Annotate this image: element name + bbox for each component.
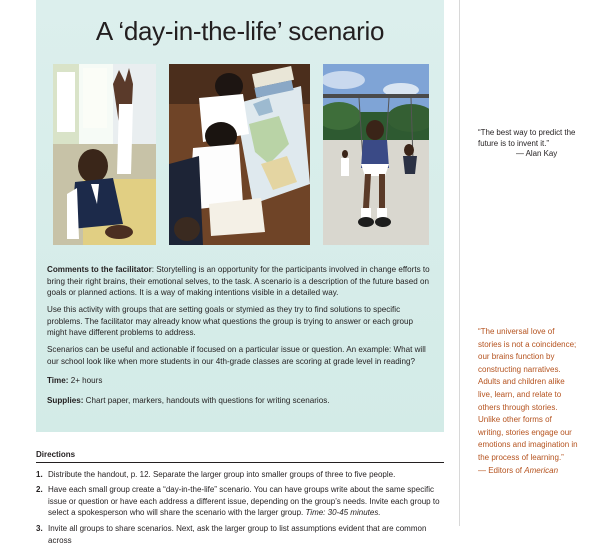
supplies-label: Supplies: bbox=[47, 395, 84, 405]
girl-on-swing-photo bbox=[323, 64, 429, 245]
direction-step bbox=[36, 484, 444, 519]
step-text: Have each small group create a “day-in-the-life” scenario. You can have groups write about the same specific issue or question or have each address a different issue, depending on the group’s needs. Invite each group to select a spokesperson who will share the scenario with the larger group. bbox=[48, 485, 440, 518]
step-number: 2. bbox=[36, 485, 43, 495]
time-value: 2+ hours bbox=[68, 376, 103, 386]
sidebar-quote-kay bbox=[478, 128, 588, 160]
directions-section bbox=[36, 449, 444, 550]
page-title: A ‘day-in-the-life’ scenario bbox=[95, 16, 385, 46]
sidebar-quote-stories bbox=[478, 326, 578, 477]
quote1-attribution: — Alan Kay bbox=[516, 149, 558, 159]
quote2-text: “The universal love of stories is not a coincidence; our brains function by constructing narratives. Adults and children alike live, learn, and relate to others through stories. Unlike other forms of writing, stories engage our emotions and imagination in the process of learning.” bbox=[478, 327, 578, 462]
quote2-attribution-source: American bbox=[524, 465, 559, 475]
facilitator-text: : Storytelling is an opportunity for the participants involved in change efforts to bring their right brains, their emotional selves, to the task. A scenario is a description of the future based on goals or planned actions. It is a way of making intentions visible in a detailed way. bbox=[47, 265, 430, 298]
facilitator-p2: Use this activity with groups that are setting goals or stymied as they try to find solutions to specific problems. The facilitator may already know what questions the group is trying to answer or each group might have different problems to address. bbox=[47, 304, 414, 338]
supplies-value: Chart paper, markers, handouts with questions for writing scenarios. bbox=[83, 395, 330, 405]
facilitator-p3: Scenarios can be useful and actionable if focused on a particular issue or question. An example: What will our school look like when more students in our 4th-grade classes are scoring at grade level in reading? bbox=[47, 344, 426, 366]
direction-step bbox=[36, 523, 444, 546]
time-label: Time: bbox=[47, 376, 69, 386]
quote2-attribution-lead: — Editors of bbox=[478, 465, 525, 475]
step-text: Invite all groups to share scenarios. Next, ask the larger group to list assumptions evident that are common across bbox=[48, 523, 427, 545]
students-reading-map-photo bbox=[169, 64, 310, 245]
column-divider bbox=[459, 0, 460, 526]
step-text: Distribute the handout, p. 12. Separate the larger group into smaller groups of three to five people. bbox=[48, 469, 396, 479]
facilitator-label: Comments to the facilitator bbox=[47, 265, 152, 274]
facilitator-intro bbox=[47, 264, 435, 299]
girl-raising-hand-photo bbox=[53, 64, 156, 245]
directions-heading: Directions bbox=[36, 449, 444, 463]
supplies-line bbox=[47, 395, 435, 407]
step-time: Time: 30-45 minutes. bbox=[303, 508, 381, 518]
step-number: 1. bbox=[36, 469, 43, 479]
time-line bbox=[47, 375, 435, 387]
facilitator-notes bbox=[47, 264, 435, 412]
quote1-text: “The best way to predict the future is to invent it.” bbox=[478, 128, 576, 148]
step-number: 3. bbox=[36, 523, 43, 533]
direction-step bbox=[36, 469, 444, 481]
